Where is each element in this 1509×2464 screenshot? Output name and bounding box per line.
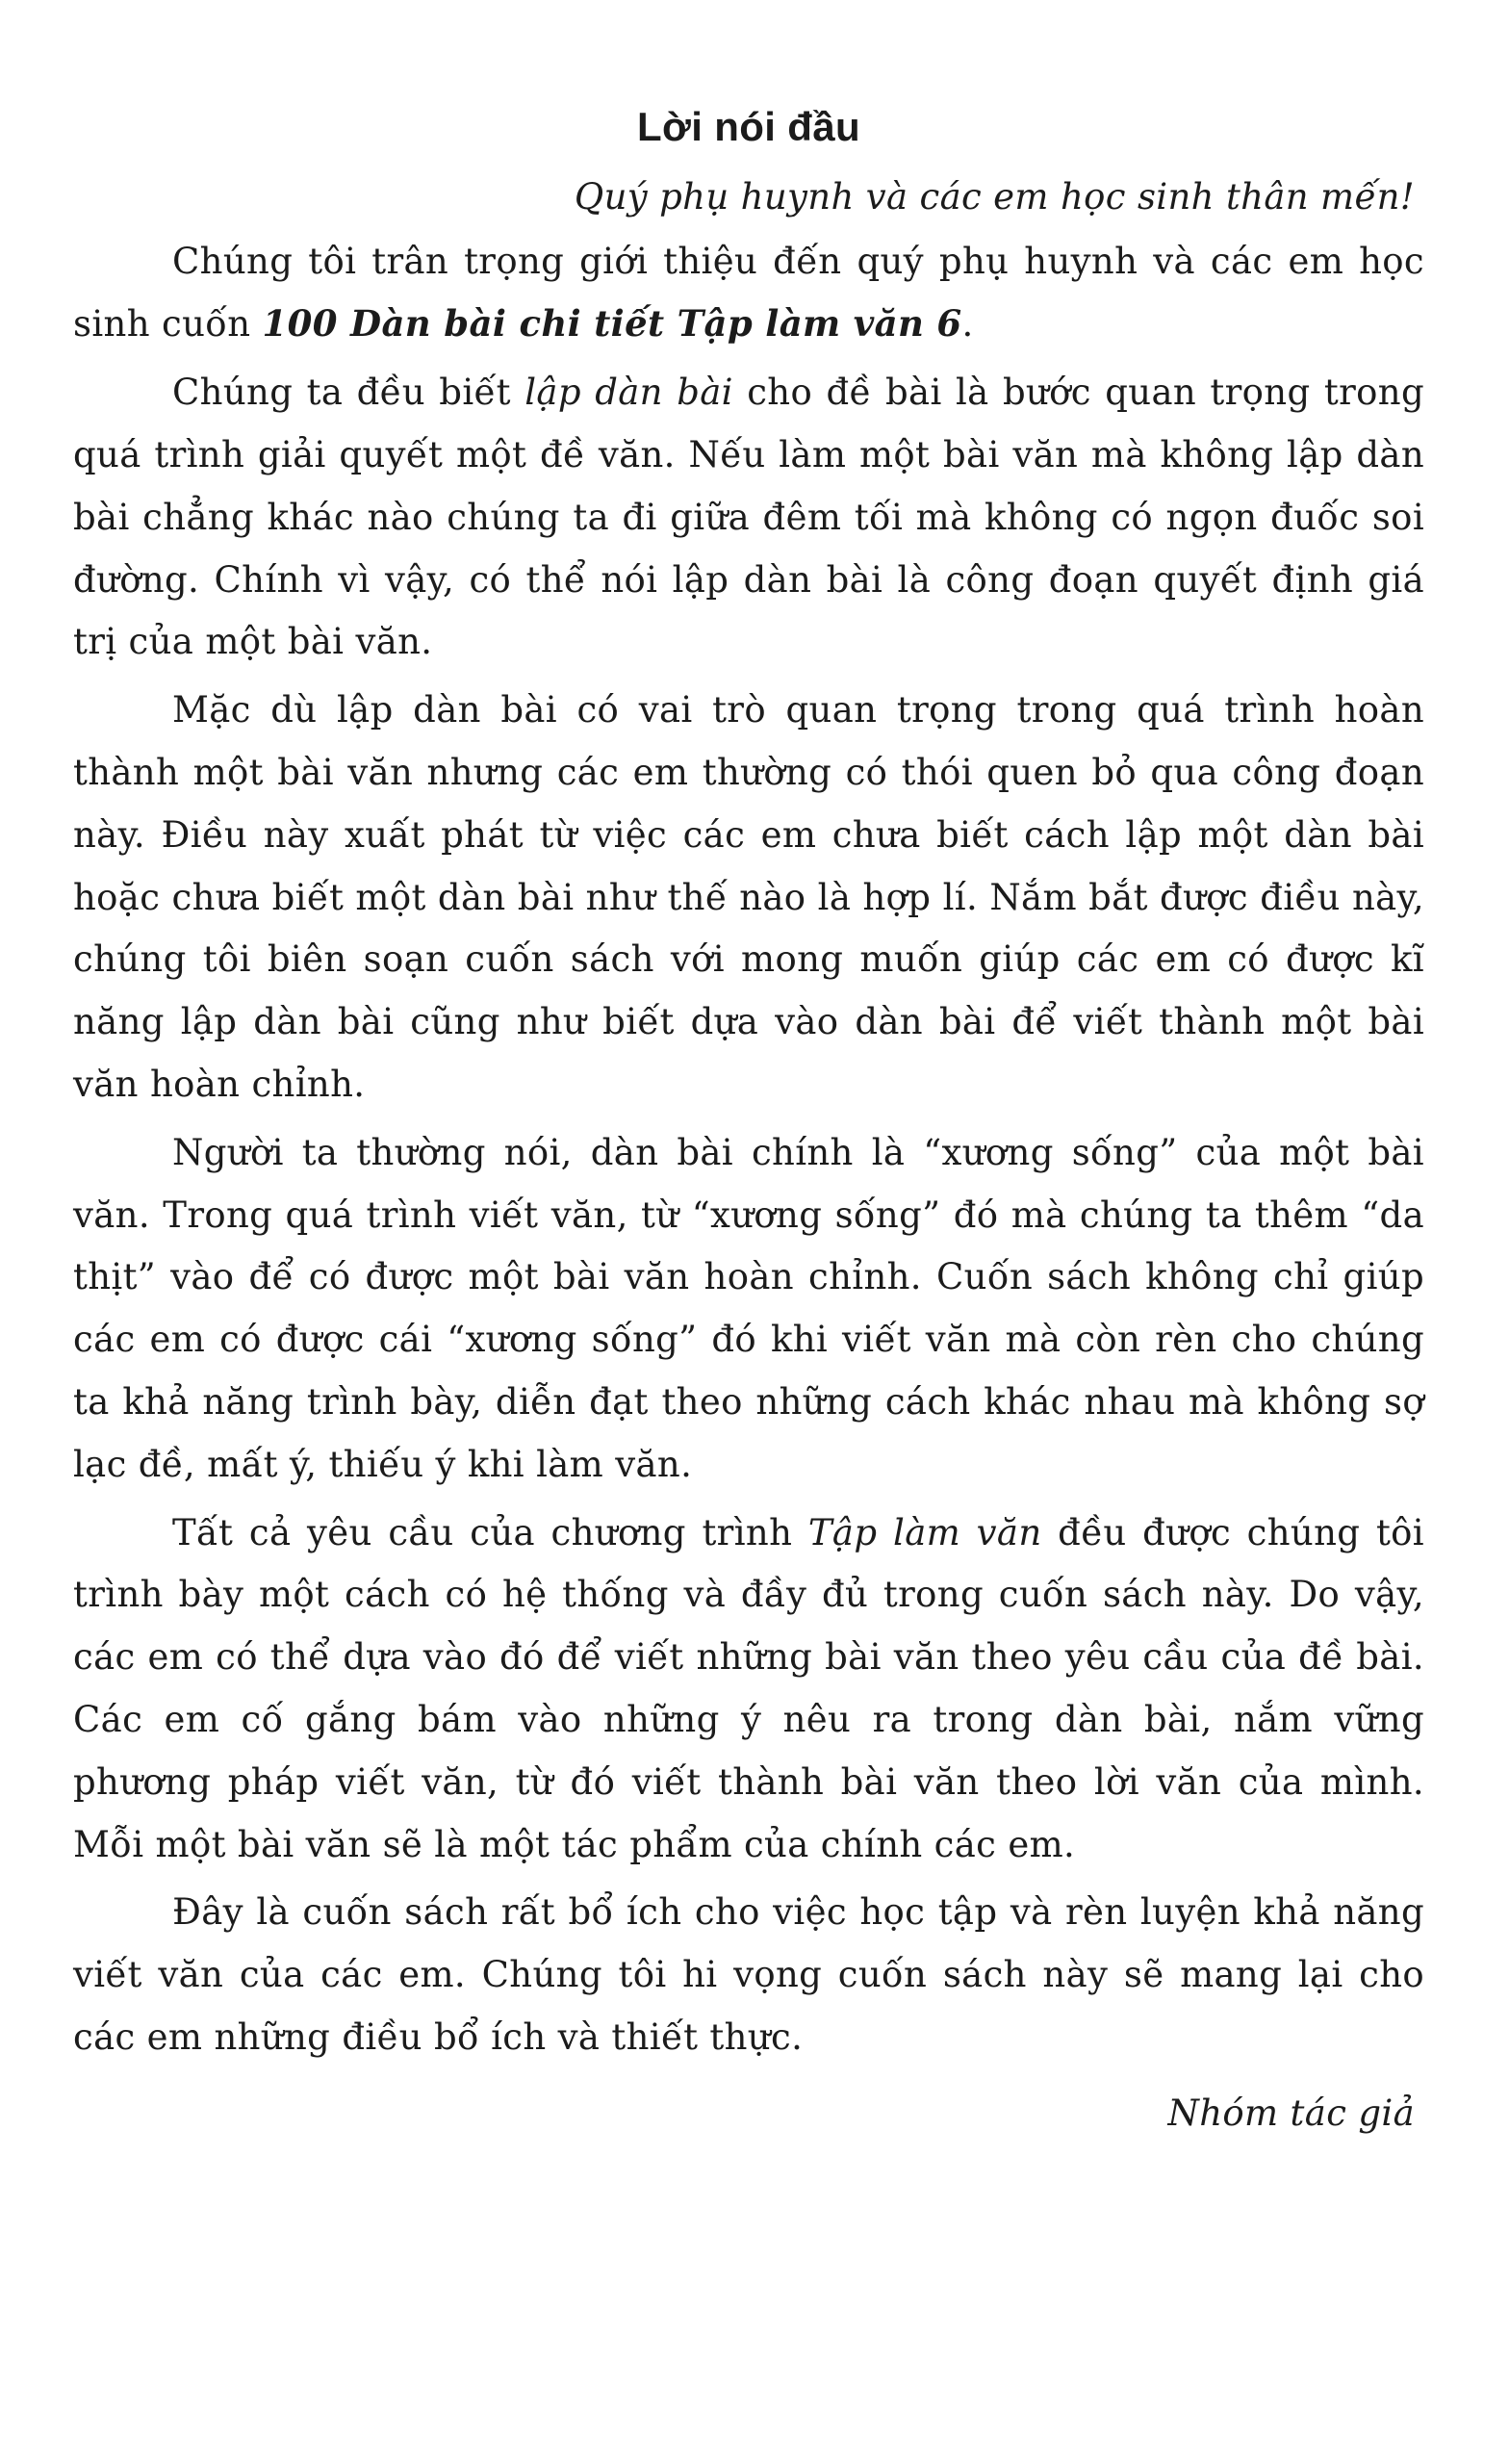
signature: Nhóm tác giả bbox=[1167, 2092, 1415, 2134]
document-page bbox=[73, 96, 1424, 2145]
page-title: Lời nói đầu bbox=[636, 104, 861, 149]
paragraph-text: Chúng ta đều biết bbox=[172, 372, 525, 414]
greeting-line: Quý phụ huynh và các em học sinh thân mến! bbox=[574, 175, 1415, 218]
emphasis-text: lập dàn bài bbox=[524, 372, 733, 414]
paragraph-closing: Đây là cuốn sách rất bổ ích cho việc học tập và rèn luyện khả năng viết văn của các em. Chúng tôi hi vọng cuốn sách này sẽ mang lại cho các em những điều bổ ích và thiết thực. bbox=[73, 1891, 1424, 2058]
book-title: 100 Dàn bài chi tiết Tập làm văn 6 bbox=[262, 302, 962, 346]
paragraph-outline-importance bbox=[73, 362, 1424, 674]
paragraph-text: đều được chúng tôi trình bày một cách có hệ thống và đầy đủ trong cuốn sách này. Do vậy, các em có thể dựa vào đó để viết những bài văn theo yêu cầu của đề bài. Các em cố gắng bám vào những ý nêu ra trong dàn bài, nắm vững phương pháp viết văn, từ đó viết thành bài văn theo lời văn của mình. Mỗi một bài văn sẽ là một tác phẩm của chính các em. bbox=[73, 1511, 1424, 1865]
paragraph-text: Chúng tôi trân trọng giới thiệu đến quý phụ huynh và các em học sinh cuốn bbox=[73, 240, 1424, 346]
paragraph-text: cho đề bài là bước quan trọng trong quá trình giải quyết một đề văn. Nếu làm một bài văn mà không lập dàn bài chẳng khác nào chúng ta đi giữa đêm tối mà không có ngọn đuốc soi đường. Chính vì vậy, có thể nói lập dàn bài là công đoạn quyết định giá trị của một bài văn. bbox=[73, 372, 1424, 663]
paragraph-introduction bbox=[73, 231, 1424, 357]
paragraph-text: Tất cả yêu cầu của chương trình bbox=[172, 1511, 808, 1553]
paragraph-text: . bbox=[961, 303, 974, 346]
emphasis-text: Tập làm văn bbox=[807, 1511, 1042, 1553]
paragraph-program bbox=[73, 1502, 1424, 1877]
paragraph-purpose: Mặc dù lập dàn bài có vai trò quan trọng trong quá trình hoàn thành một bài văn nhưng các em thường có thói quen bỏ qua công đoạn này. Điều này xuất phát từ việc các em chưa biết cách lập một dàn bài hoặc chưa biết một dàn bài như thế nào là hợp lí. Nắm bắt được điều này, chúng tôi biên soạn cuốn sách với mong muốn giúp các em có được kĩ năng lập dàn bài cũng như biết dựa vào dàn bài để viết thành một bài văn hoàn chỉnh. bbox=[73, 689, 1424, 1105]
paragraph-backbone: Người ta thường nói, dàn bài chính là “xương sống” của một bài văn. Trong quá trình viết văn, từ “xương sống” đó mà chúng ta thêm “da thịt” vào để có được một bài văn hoàn chỉnh. Cuốn sách không chỉ giúp các em có được cái “xương sống” đó khi viết văn mà còn rèn cho chúng ta khả năng trình bày, diễn đạt theo những cách khác nhau mà không sợ lạc đề, mất ý, thiếu ý khi làm văn. bbox=[73, 1131, 1424, 1485]
